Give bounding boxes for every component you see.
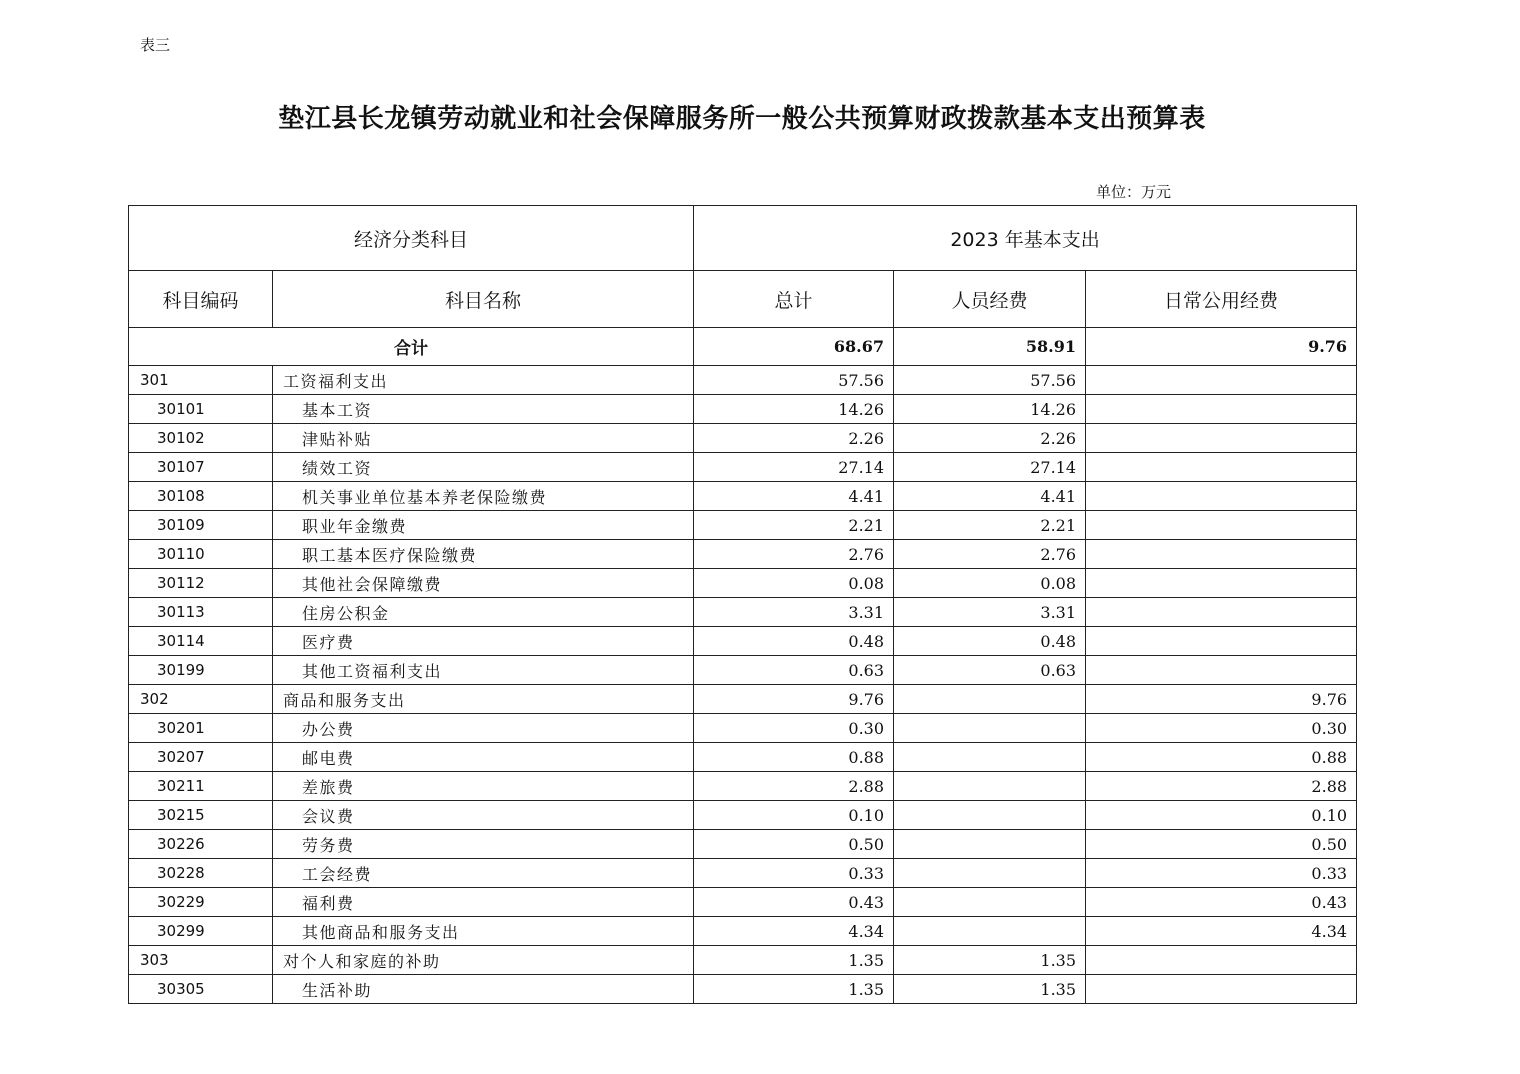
row-public [1086, 540, 1357, 569]
row-code: 30299 [129, 917, 273, 946]
row-public: 0.33 [1086, 859, 1357, 888]
row-personnel [894, 772, 1086, 801]
table-row [129, 453, 1357, 482]
row-code: 30305 [129, 975, 273, 1004]
table-row [129, 975, 1357, 1004]
row-name: 对个人和家庭的补助 [273, 946, 694, 975]
row-code: 30201 [129, 714, 273, 743]
row-code: 30108 [129, 482, 273, 511]
row-personnel [894, 714, 1086, 743]
row-personnel [894, 743, 1086, 772]
row-public: 0.88 [1086, 743, 1357, 772]
table-row [129, 366, 1357, 395]
table-row [129, 946, 1357, 975]
row-code: 303 [129, 946, 273, 975]
row-personnel: 27.14 [894, 453, 1086, 482]
row-code: 30110 [129, 540, 273, 569]
row-public [1086, 598, 1357, 627]
row-name: 劳务费 [273, 830, 694, 859]
table-row [129, 801, 1357, 830]
row-personnel: 0.63 [894, 656, 1086, 685]
row-public [1086, 569, 1357, 598]
row-total: 0.50 [694, 830, 894, 859]
row-code: 30102 [129, 424, 273, 453]
table-row [129, 772, 1357, 801]
table-row [129, 888, 1357, 917]
row-code: 30226 [129, 830, 273, 859]
row-personnel: 2.21 [894, 511, 1086, 540]
row-public [1086, 656, 1357, 685]
row-name: 商品和服务支出 [273, 685, 694, 714]
header-personnel: 人员经费 [894, 271, 1086, 328]
row-personnel [894, 830, 1086, 859]
row-total: 14.26 [694, 395, 894, 424]
total-personnel: 58.91 [894, 328, 1086, 366]
row-total: 0.63 [694, 656, 894, 685]
row-name: 住房公积金 [273, 598, 694, 627]
row-personnel [894, 917, 1086, 946]
row-name: 机关事业单位基本养老保险缴费 [273, 482, 694, 511]
row-public [1086, 511, 1357, 540]
total-public: 9.76 [1086, 328, 1357, 366]
row-public: 0.50 [1086, 830, 1357, 859]
row-public [1086, 424, 1357, 453]
row-total: 2.76 [694, 540, 894, 569]
row-public: 0.43 [1086, 888, 1357, 917]
row-personnel: 1.35 [894, 946, 1086, 975]
row-total: 3.31 [694, 598, 894, 627]
row-total: 0.43 [694, 888, 894, 917]
row-public [1086, 482, 1357, 511]
row-personnel: 1.35 [894, 975, 1086, 1004]
row-total: 0.30 [694, 714, 894, 743]
page-title: 垫江县长龙镇劳动就业和社会保障服务所一般公共预算财政拨款基本支出预算表 [278, 104, 1206, 134]
table-row [129, 656, 1357, 685]
row-name: 津贴补贴 [273, 424, 694, 453]
table-row [129, 859, 1357, 888]
row-code: 30113 [129, 598, 273, 627]
row-code: 30229 [129, 888, 273, 917]
row-public: 9.76 [1086, 685, 1357, 714]
row-personnel [894, 888, 1086, 917]
header-row-1 [129, 206, 1357, 271]
row-name: 绩效工资 [273, 453, 694, 482]
row-public [1086, 453, 1357, 482]
table-row [129, 685, 1357, 714]
table-row [129, 598, 1357, 627]
row-name: 职工基本医疗保险缴费 [273, 540, 694, 569]
row-name: 办公费 [273, 714, 694, 743]
row-name: 医疗费 [273, 627, 694, 656]
row-name: 工会经费 [273, 859, 694, 888]
header-econ-category: 经济分类科目 [129, 206, 694, 271]
row-personnel [894, 685, 1086, 714]
table-row [129, 714, 1357, 743]
row-total: 9.76 [694, 685, 894, 714]
row-total: 2.26 [694, 424, 894, 453]
row-code: 30114 [129, 627, 273, 656]
row-public: 0.30 [1086, 714, 1357, 743]
row-name: 其他工资福利支出 [273, 656, 694, 685]
table-row [129, 482, 1357, 511]
table-row [129, 424, 1357, 453]
row-total: 0.88 [694, 743, 894, 772]
total-amount: 68.67 [694, 328, 894, 366]
row-public [1086, 627, 1357, 656]
row-public [1086, 366, 1357, 395]
row-code: 30112 [129, 569, 273, 598]
header-public: 日常公用经费 [1086, 271, 1357, 328]
row-public: 4.34 [1086, 917, 1357, 946]
row-personnel: 2.26 [894, 424, 1086, 453]
row-code: 30215 [129, 801, 273, 830]
row-public [1086, 975, 1357, 1004]
row-total: 1.35 [694, 946, 894, 975]
row-public: 0.10 [1086, 801, 1357, 830]
row-total: 57.56 [694, 366, 894, 395]
row-total: 0.33 [694, 859, 894, 888]
row-personnel [894, 859, 1086, 888]
row-code: 301 [129, 366, 273, 395]
row-name: 工资福利支出 [273, 366, 694, 395]
row-name: 邮电费 [273, 743, 694, 772]
unit-label: 单位：万元 [1096, 183, 1172, 201]
table-row [129, 511, 1357, 540]
row-name: 会议费 [273, 801, 694, 830]
row-personnel: 0.08 [894, 569, 1086, 598]
row-personnel: 0.48 [894, 627, 1086, 656]
row-code: 30107 [129, 453, 273, 482]
row-name: 差旅费 [273, 772, 694, 801]
row-personnel: 4.41 [894, 482, 1086, 511]
total-label: 合计 [129, 328, 694, 366]
row-total: 0.48 [694, 627, 894, 656]
row-total: 2.88 [694, 772, 894, 801]
table-row [129, 627, 1357, 656]
row-personnel: 3.31 [894, 598, 1086, 627]
table-row [129, 830, 1357, 859]
row-name: 基本工资 [273, 395, 694, 424]
header-row-2 [129, 271, 1357, 328]
row-total: 1.35 [694, 975, 894, 1004]
row-public: 2.88 [1086, 772, 1357, 801]
row-name: 其他社会保障缴费 [273, 569, 694, 598]
header-year-expenditure: 2023 年基本支出 [694, 206, 1357, 271]
row-code: 30109 [129, 511, 273, 540]
header-total: 总计 [694, 271, 894, 328]
table-row [129, 540, 1357, 569]
row-name: 生活补助 [273, 975, 694, 1004]
header-name: 科目名称 [273, 271, 694, 328]
row-total: 4.41 [694, 482, 894, 511]
row-total: 4.34 [694, 917, 894, 946]
row-total: 2.21 [694, 511, 894, 540]
table-row [129, 395, 1357, 424]
budget-table [128, 205, 1357, 1004]
row-personnel: 2.76 [894, 540, 1086, 569]
row-code: 30101 [129, 395, 273, 424]
row-name: 其他商品和服务支出 [273, 917, 694, 946]
row-total: 0.10 [694, 801, 894, 830]
row-code: 302 [129, 685, 273, 714]
total-row [129, 328, 1357, 366]
table-row [129, 743, 1357, 772]
row-personnel: 57.56 [894, 366, 1086, 395]
row-code: 30228 [129, 859, 273, 888]
row-public [1086, 395, 1357, 424]
row-public [1086, 946, 1357, 975]
row-personnel [894, 801, 1086, 830]
header-code: 科目编码 [129, 271, 273, 328]
row-total: 27.14 [694, 453, 894, 482]
row-name: 福利费 [273, 888, 694, 917]
table-row [129, 917, 1357, 946]
row-code: 30207 [129, 743, 273, 772]
row-personnel: 14.26 [894, 395, 1086, 424]
table-number-label: 表三 [140, 36, 171, 54]
row-name: 职业年金缴费 [273, 511, 694, 540]
row-total: 0.08 [694, 569, 894, 598]
table-row [129, 569, 1357, 598]
row-code: 30199 [129, 656, 273, 685]
row-code: 30211 [129, 772, 273, 801]
